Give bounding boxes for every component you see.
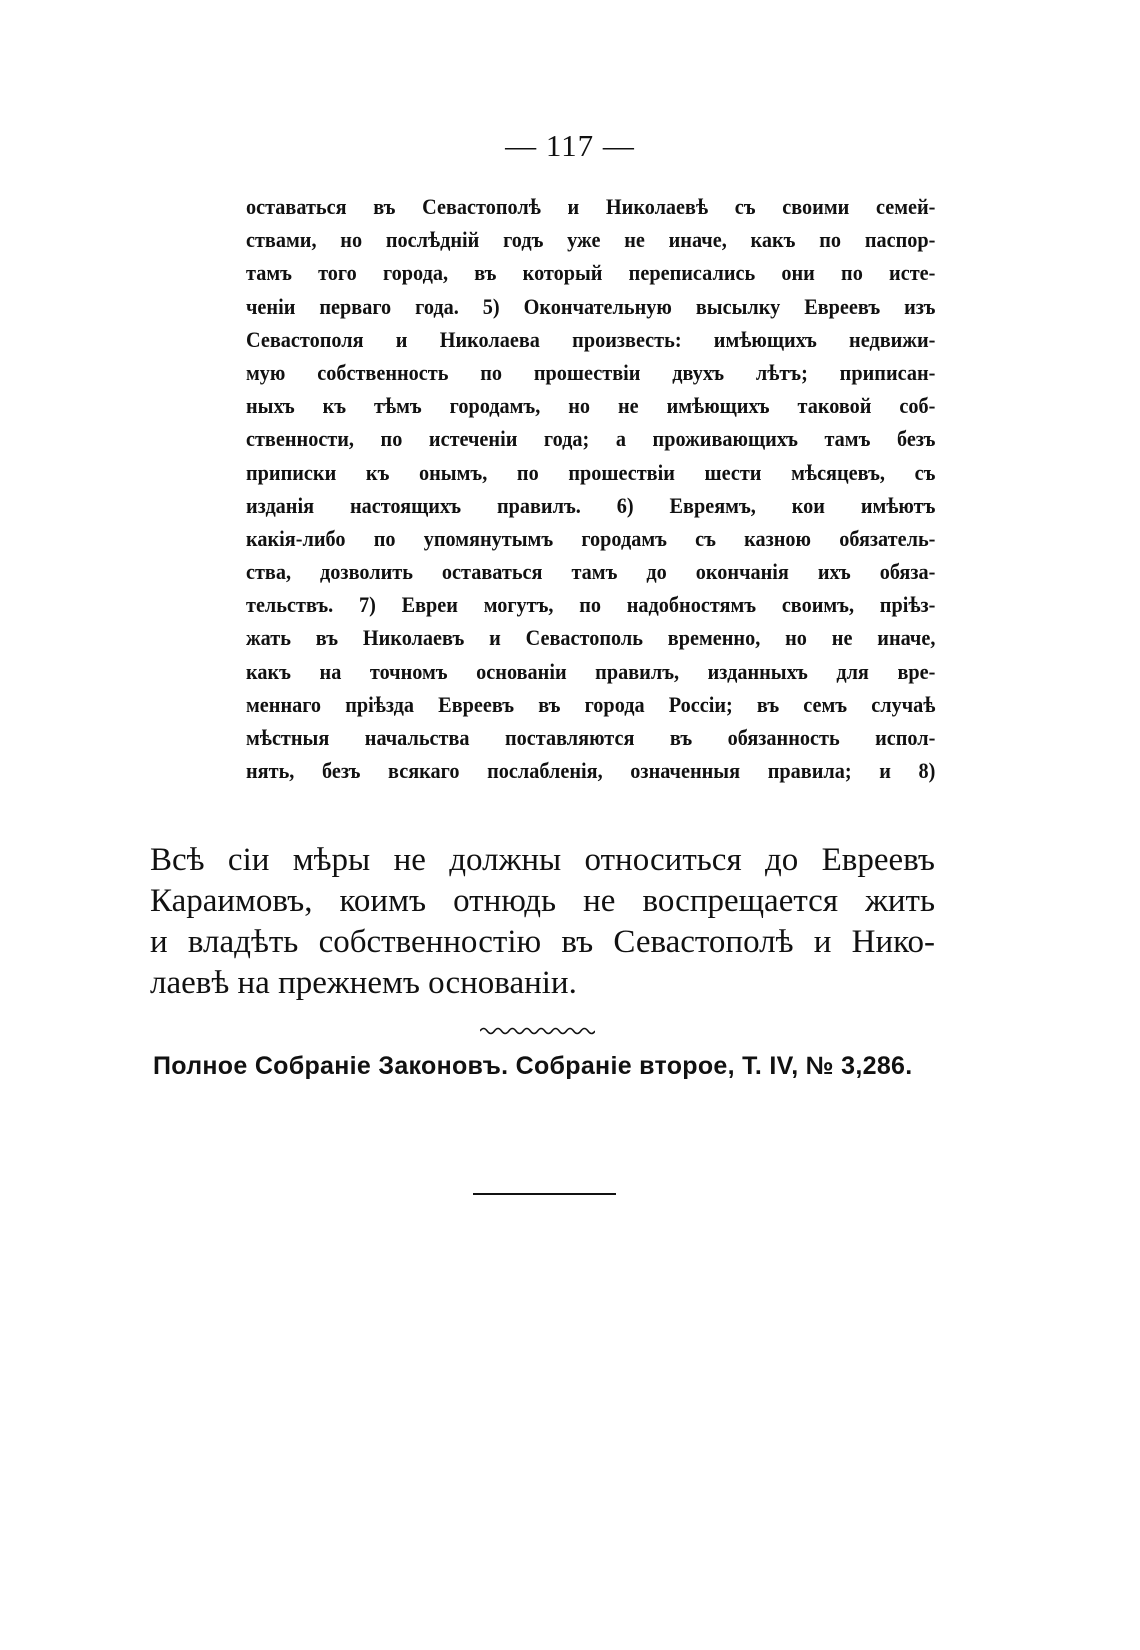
text-line: и владѣть собственностію въ Севастополѣ и Нико- — [150, 924, 935, 960]
text-line: тельствъ. 7) Евреи могутъ, по надобностямъ своимъ, пріѣз- — [246, 592, 936, 618]
text-line: тамъ того города, въ который переписались они по исте- — [246, 260, 936, 286]
text-line: ныхъ къ тѣмъ городамъ, но не имѣющихъ таковой соб- — [246, 393, 936, 419]
text-line: ства, дозволить оставаться тамъ до окончанія ихъ обяза- — [246, 559, 936, 585]
text-line: Всѣ сіи мѣры не должны относиться до Евреевъ — [150, 842, 935, 878]
text-line: ствами, но послѣдній годъ уже не иначе, какъ по паспор- — [246, 227, 936, 253]
text-line: мѣстныя начальства поставляются въ обязанность испол- — [246, 725, 936, 750]
text-line: ственности, по истеченіи года; а проживающихъ тамъ безъ — [246, 426, 936, 452]
source-citation: Полное Собраніе Законовъ. Собраніе второе, Т. IV, № 3,286. — [153, 1052, 913, 1080]
body-text-small — [246, 190, 936, 787]
wavy-ornament — [480, 1025, 595, 1037]
text-line: жать въ Николаевъ и Севастополь временно, но не иначе, — [246, 625, 936, 651]
text-line: нять, безъ всякаго послабленія, означенныя правила; и 8) — [246, 758, 936, 784]
page-number: — 117 — — [505, 128, 635, 163]
text-line: Караимовъ, коимъ отнюдь не воспрещается жить — [150, 883, 935, 919]
text-line: лаевѣ на прежнемъ основаніи. — [150, 965, 577, 1001]
text-line: изданія настоящихъ правилъ. 6) Евреямъ, кои имѣютъ — [246, 492, 936, 518]
text-line: Севастополя и Николаева произвесть: имѣющихъ недвижи- — [246, 326, 936, 352]
body-text-large — [150, 840, 935, 1004]
text-line: меннаго пріѣзда Евреевъ въ города Россіи; въ семъ случаѣ — [246, 691, 936, 717]
text-line: приписки къ онымъ, по прошествіи шести мѣсяцевъ, съ — [246, 459, 936, 485]
text-line: ченіи перваго года. 5) Окончательную высылку Евреевъ изъ — [246, 293, 936, 319]
section-divider — [473, 1193, 616, 1195]
text-line: какъ на точномъ основаніи правилъ, изданныхъ для вре- — [246, 658, 936, 684]
text-line: какія-либо по упомянутымъ городамъ съ казною обязатель- — [246, 525, 936, 551]
text-line: мую собственность по прошествіи двухъ лѣтъ; приписан- — [246, 359, 936, 385]
text-line: оставаться въ Севастополѣ и Николаевѣ съ своими семей- — [246, 194, 936, 219]
